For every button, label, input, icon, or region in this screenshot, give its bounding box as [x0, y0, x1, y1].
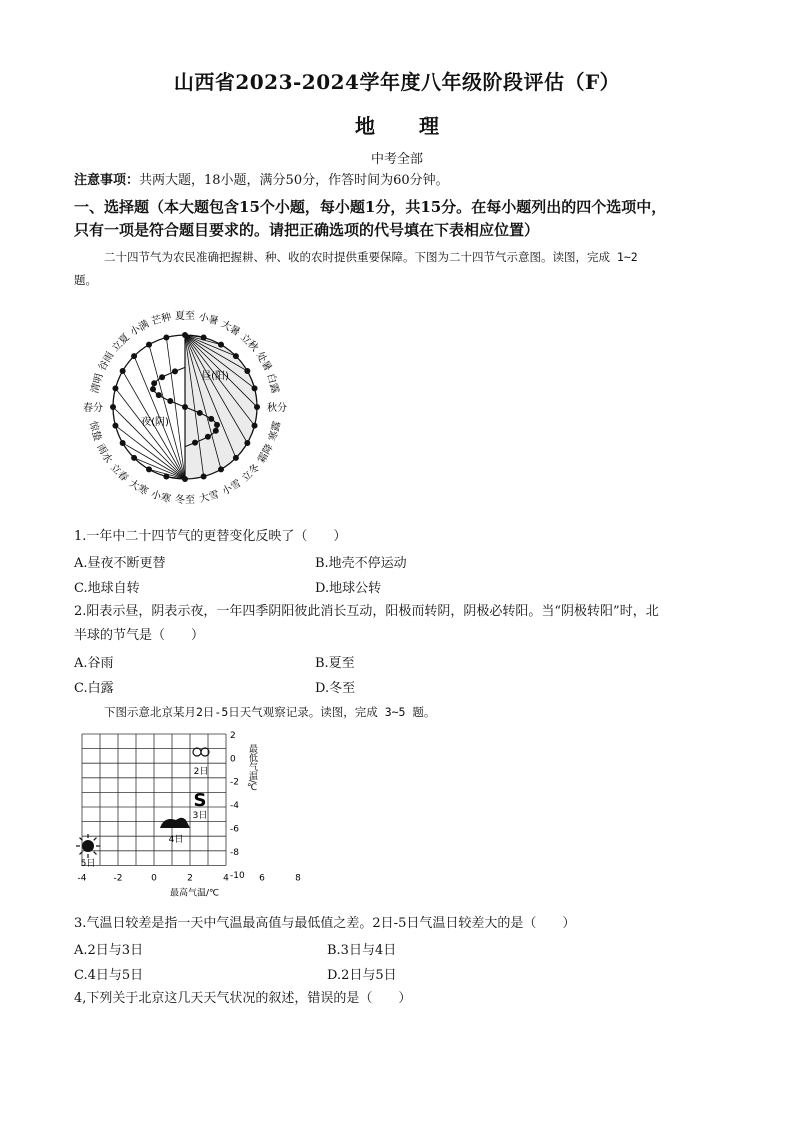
q2-stem-line2: 半球的节气是（ ）	[74, 628, 205, 643]
term-dot	[120, 368, 126, 374]
term-dot	[163, 334, 169, 340]
y-tick: 2	[230, 731, 236, 741]
q3-option-b[interactable]: B.3日与4日	[327, 943, 397, 958]
term-dot	[146, 342, 152, 348]
x-tick: 4	[223, 873, 229, 884]
day-4-label: 4日	[168, 835, 184, 845]
dust-icon: S	[193, 790, 207, 811]
subject-char-1: 地	[355, 114, 375, 138]
notice-text: 共两大题，18小题，满分50分，作答时间为60分钟。	[139, 173, 449, 188]
curve-dot	[192, 440, 198, 446]
intro-1-line1: 二十四节气为农民准确把握耕、种、收的农时提供重要保障。下图为二十四节气示意图。读图，完成 1~2	[104, 250, 638, 264]
curve-dot	[151, 380, 157, 386]
q3-option-d[interactable]: D.2日与5日	[327, 968, 397, 983]
label-day: 昼(阳)	[201, 371, 229, 382]
term-label-12: 冬至	[175, 495, 195, 506]
q1-option-c[interactable]: C.地球自转	[74, 581, 140, 596]
term-dot	[252, 385, 258, 391]
q2-option-c[interactable]: C.白露	[74, 681, 114, 696]
y-tick: -4	[230, 801, 239, 812]
y-tick: -2	[230, 777, 239, 788]
q3-option-a[interactable]: A.2日与3日	[74, 943, 144, 958]
day-2-label: 2日	[193, 767, 209, 777]
curve-dot	[159, 374, 165, 380]
term-dot	[182, 476, 188, 482]
term-label-21: 立夏	[110, 332, 132, 354]
term-label-8: 霜降	[256, 442, 276, 466]
term-dot	[252, 423, 258, 429]
term-label-4: 处暑	[253, 350, 274, 374]
q2-option-a[interactable]: A.谷雨	[74, 656, 114, 671]
term-line	[149, 345, 185, 479]
q4-stem: 4,下列关于北京这几天天气状况的叙述，错误的是（ ）	[74, 991, 412, 1006]
weather-chart	[72, 728, 301, 900]
day-5-label: 5日	[80, 859, 96, 869]
y-tick: -10	[230, 871, 245, 882]
y-axis-label: 最低气温/℃	[247, 744, 257, 794]
term-label-10: 小雪	[220, 478, 244, 498]
x-tick: 6	[259, 873, 265, 884]
section-heading-line2: 只有一项是符合题目要求的。请把正确选项的代号填在下表相应位置）	[74, 221, 540, 239]
y-tick: -8	[230, 847, 239, 858]
term-label-1: 小暑	[197, 311, 220, 328]
intro-1-line2: 题。	[74, 273, 97, 287]
x-axis-label: 最高气温/℃	[170, 888, 220, 899]
term-label-0: 夏至	[175, 311, 195, 322]
curve-dot	[213, 428, 219, 434]
term-line	[123, 443, 185, 479]
term-dot	[244, 368, 250, 374]
curve-dot	[182, 404, 188, 410]
x-tick: 8	[295, 873, 301, 884]
curve-dot	[197, 410, 203, 416]
term-label-3: 立秋	[238, 332, 260, 354]
term-label-19: 清明	[89, 372, 106, 395]
term-dot	[112, 385, 118, 391]
term-label-2: 大暑	[218, 318, 242, 339]
solar-terms-geometry	[107, 332, 263, 485]
q2-option-d[interactable]: D.冬至	[315, 681, 356, 696]
term-label-16: 雨水	[94, 442, 114, 466]
term-label-22: 小满	[128, 318, 152, 339]
term-dot	[163, 474, 169, 480]
weather-grid	[76, 731, 301, 898]
subject-char-2: 理	[419, 114, 439, 138]
q3-option-c[interactable]: C.4日与5日	[74, 968, 144, 983]
term-label-9: 立冬	[240, 462, 263, 485]
x-tick: -2	[113, 873, 123, 884]
fog-icon	[193, 748, 201, 756]
term-label-20: 谷雨	[96, 350, 117, 374]
curve-dot	[172, 368, 178, 374]
term-dot	[218, 466, 224, 472]
day-3-label: 3日	[192, 811, 208, 821]
term-dot	[182, 332, 188, 338]
x-tick: 0	[151, 873, 157, 884]
intro-2: 下图示意北京某月2日-5日天气观察记录。读图，完成 3~5 题。	[104, 705, 436, 719]
sun-ray	[94, 852, 97, 855]
term-label-14: 大寒	[126, 478, 150, 498]
term-label-6: 秋分	[267, 403, 287, 414]
term-label-15: 立春	[107, 462, 130, 485]
q3-stem: 3.气温日较差是指一天中气温最高值与最低值之差。2日-5日气温日较差大的是（ ）	[74, 916, 576, 931]
term-dot	[201, 334, 207, 340]
term-dot	[131, 455, 137, 461]
day-half-shade	[185, 335, 257, 479]
page-title: 山西省2023-2024学年度八年级阶段评估（F）	[173, 70, 621, 94]
x-tick: -4	[77, 873, 87, 884]
notice-label: 注意事项：	[74, 173, 140, 188]
term-label-13: 小寒	[149, 489, 172, 506]
sun-icon	[82, 840, 94, 852]
q1-stem: 1.一年中二十四节气的更替变化反映了（ ）	[74, 529, 347, 544]
curve-dot	[150, 386, 156, 392]
term-dot	[254, 404, 260, 410]
curve-dot	[214, 422, 220, 428]
y-tick: -6	[230, 824, 239, 835]
x-tick: 2	[187, 873, 193, 884]
term-label-23: 芒种	[150, 311, 173, 328]
term-label-18: 春分	[83, 403, 103, 414]
notice	[74, 172, 449, 190]
y-tick: 0	[230, 754, 236, 765]
term-label-17: 惊蛰	[86, 420, 103, 443]
q2-option-b[interactable]: B.夏至	[315, 656, 355, 671]
term-dot	[218, 342, 224, 348]
subject-title	[0, 110, 794, 139]
curve-dot	[156, 392, 162, 398]
q1-option-b[interactable]: B.地壳不停运动	[315, 556, 407, 571]
term-dot	[120, 440, 126, 446]
term-label-5: 白露	[264, 372, 281, 395]
sun-ray	[94, 838, 97, 841]
curve-dot	[205, 434, 211, 440]
section-heading-line1: 一、选择题（本大题包含15个小题，每小题1分，共15分。在每小题列出的四个选项中，	[74, 198, 667, 216]
exam-scope: 中考全部	[370, 152, 423, 167]
curve-dot	[167, 398, 173, 404]
cloud-icon	[160, 818, 190, 828]
term-label-11: 大雪	[198, 489, 221, 506]
term-dot	[110, 404, 116, 410]
term-dot	[233, 353, 239, 359]
term-dot	[233, 455, 239, 461]
term-dot	[131, 353, 137, 359]
q1-option-a[interactable]: A.昼夜不断更替	[74, 556, 166, 571]
term-dot	[112, 423, 118, 429]
q1-option-d[interactable]: D.地球公转	[315, 581, 382, 596]
curve-dot	[208, 416, 214, 422]
term-dot	[244, 440, 250, 446]
term-label-7: 寒露	[267, 420, 284, 443]
q2-stem-line1: 2.阳表示昼，阴表示夜，一年四季阴阳彼此消长互动，阳极而转阴，阴极必转阳。当“阴极转阳”时，北	[74, 604, 659, 619]
label-night: 夜(阴)	[141, 417, 169, 428]
solar-terms-diagram	[74, 296, 296, 518]
term-dot	[201, 474, 207, 480]
term-dot	[146, 466, 152, 472]
